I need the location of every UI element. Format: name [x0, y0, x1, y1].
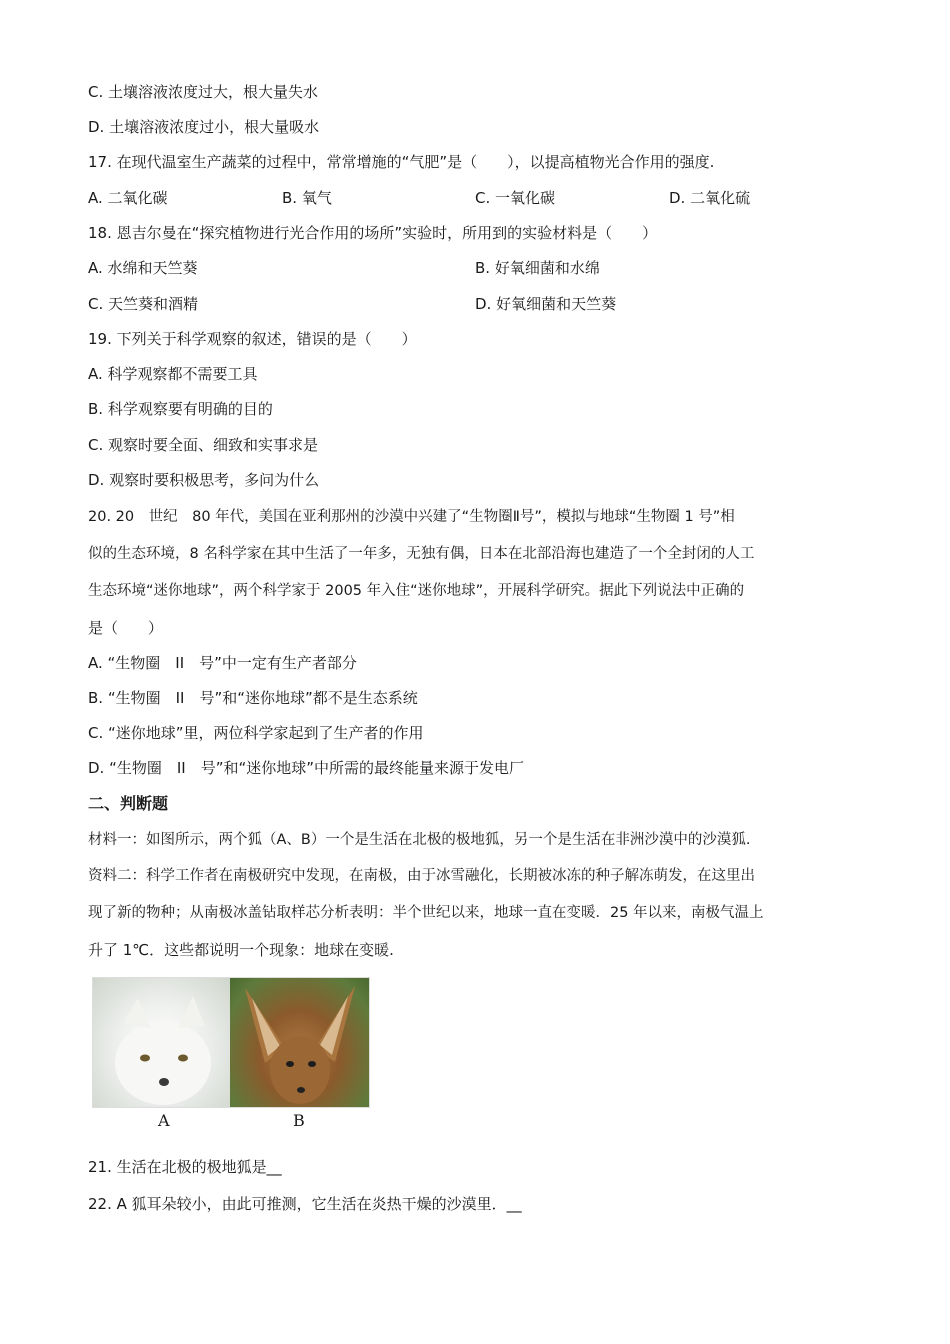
q20-option-b: B. “生物圈 II 号”和“迷你地球”都不是生态系统: [88, 689, 418, 707]
desert-fox-image: [230, 978, 369, 1107]
q22: 22. A 狐耳朵较小，由此可推测，它生活在炎热干燥的沙漠里．__: [88, 1195, 522, 1213]
q20-stem-line-4: 是（ ）: [88, 619, 164, 637]
q20-option-d: D. “生物圈 II 号”和“迷你地球”中所需的最终能量来源于发电厂: [88, 759, 525, 777]
q20-option-c: C. “迷你地球”里，两位科学家起到了生产者的作用: [88, 724, 424, 742]
q18-option-b: B. 好氧细菌和水绵: [475, 259, 600, 277]
q18-stem: 18. 恩吉尔曼在“探究植物进行光合作用的场所”实验时，所用到的实验材料是（ ）: [88, 224, 658, 242]
q18-option-c: C. 天竺葵和酒精: [88, 295, 199, 313]
q17-option-d: D. 二氧化硫: [669, 189, 751, 207]
material-line-1: 材料一：如图所示，两个狐（A、B）一个是生活在北极的极地狐，另一个是生活在非洲沙漠中的沙漠狐.: [88, 832, 751, 848]
material-line-4: 升了 1℃．这些都说明一个现象：地球在变暖.: [88, 941, 394, 959]
q16-option-d: D. 土壤溶液浓度过小，根大量吸水: [88, 118, 320, 136]
q20-stem-line-1: 20. 20 世纪 80 年代，美国在亚利那州的沙漠中兴建了“生物圈Ⅱ号”，模拟与地球“生物圈 1 号”相: [88, 509, 735, 525]
q19-option-a: A. 科学观察都不需要工具: [88, 365, 258, 383]
figure-label-b: B: [293, 1111, 305, 1130]
q20-stem-line-2: 似的生态环境，8 名科学家在其中生活了一年多，无独有偶，日本在北部沿海也建造了一个全封闭的人工: [88, 546, 755, 562]
q19-option-c: C. 观察时要全面、细致和实事求是: [88, 436, 319, 454]
q19-option-d: D. 观察时要积极思考，多问为什么: [88, 471, 320, 489]
q21: 21. 生活在北极的极地狐是__: [88, 1158, 282, 1176]
q19-option-b: B. 科学观察要有明确的目的: [88, 400, 273, 418]
q17-option-b: B. 氧气: [282, 189, 332, 207]
q18-option-a: A. 水绵和天竺葵: [88, 259, 198, 277]
q18-option-d: D. 好氧细菌和天竺葵: [475, 295, 617, 313]
figure-label-a: A: [158, 1111, 170, 1130]
q17-option-a: A. 二氧化碳: [88, 189, 168, 207]
q19-stem: 19. 下列关于科学观察的叙述，错误的是（ ）: [88, 330, 417, 348]
q17-option-c: C. 一氧化碳: [475, 189, 556, 207]
q20-option-a: A. “生物圈 II 号”中一定有生产者部分: [88, 654, 357, 672]
material-line-3: 现了新的物种；从南极冰盖钻取样芯分析表明：半个世纪以来，地球一直在变暖．25 年以来，南极气温上: [88, 905, 764, 921]
section-title: 二、判断题: [88, 794, 169, 813]
q16-option-c: C. 土壤溶液浓度过大，根大量失水: [88, 83, 319, 101]
arctic-fox-image: [93, 978, 230, 1107]
q20-stem-line-3: 生态环境“迷你地球”，两个科学家于 2005 年入住“迷你地球”，开展科学研究。据此下列说法中正确的: [88, 583, 745, 599]
material-line-2: 资料二：科学工作者在南极研究中发现，在南极，由于冰雪融化，长期被冰冻的种子解冻萌发，在这里出: [88, 868, 755, 884]
q17-stem: 17. 在现代温室生产蔬菜的过程中，常常增施的“气肥”是（ ），以提高植物光合作用的强度.: [88, 153, 715, 171]
fox-figure: [92, 977, 370, 1108]
